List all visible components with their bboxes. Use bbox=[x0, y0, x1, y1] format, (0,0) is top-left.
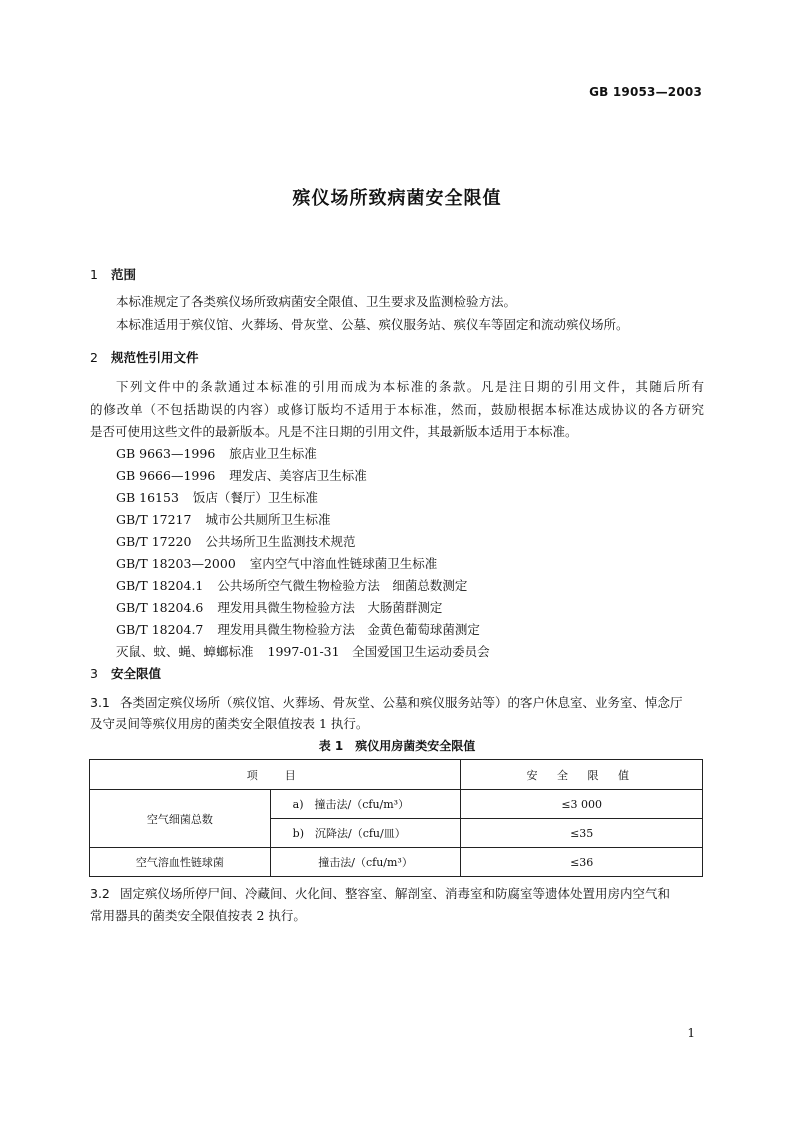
paragraph: 的修改单（不包括勘误的内容）或修订版均不适用于本标准，然而，鼓励根据本标准达成协议的各方研究 bbox=[90, 402, 704, 417]
section-number: 1 bbox=[90, 267, 98, 282]
reference-code: GB/T 17220 bbox=[116, 534, 192, 549]
clause-number: 3.2 bbox=[90, 886, 110, 901]
reference-item bbox=[116, 512, 330, 528]
section-3-heading bbox=[90, 664, 161, 682]
clause-3-1-line bbox=[90, 695, 683, 711]
limit-cell: ≤35 bbox=[461, 819, 703, 848]
paragraph: 本标准适用于殡仪馆、火葬场、骨灰堂、公墓、殡仪服务站、殡仪车等固定和流动殡仪场所。 bbox=[116, 317, 629, 332]
reference-code: 灭鼠、蚊、蝇、蟑螂标准 bbox=[116, 644, 254, 659]
reference-code: GB/T 18203—2000 bbox=[116, 556, 236, 571]
section-title: 安全限值 bbox=[111, 666, 162, 681]
reference-code: GB/T 18204.7 bbox=[116, 622, 204, 637]
limit-cell: ≤3 000 bbox=[461, 790, 703, 819]
reference-title: 旅店业卫生标准 bbox=[229, 446, 317, 461]
section-number: 3 bbox=[90, 666, 98, 681]
reference-title: 理发用具微生物检验方法 金黄色葡萄球菌测定 bbox=[217, 622, 480, 637]
section-number: 2 bbox=[90, 350, 98, 365]
section-1-heading bbox=[90, 265, 136, 283]
page-title: 殡仪场所致病菌安全限值 bbox=[292, 188, 502, 209]
reference-item bbox=[116, 446, 317, 462]
item-cell: 空气细菌总数 bbox=[90, 790, 271, 848]
document-code: GB 19053—2003 bbox=[589, 85, 702, 99]
table-header-row bbox=[90, 760, 703, 790]
reference-code: GB/T 18204.6 bbox=[116, 600, 204, 615]
reference-code: GB/T 17217 bbox=[116, 512, 192, 527]
reference-code: GB 9663—1996 bbox=[116, 446, 216, 461]
clause-3-2-line bbox=[90, 886, 670, 902]
reference-title: 饭店（餐厅）卫生标准 bbox=[192, 490, 318, 505]
safety-limits-table bbox=[89, 759, 703, 877]
reference-code: GB 9666—1996 bbox=[116, 468, 216, 483]
paragraph: 下列文件中的条款通过本标准的引用而成为本标准的条款。凡是注日期的引用文件，其随后所有 bbox=[116, 379, 704, 394]
reference-title: 公共场所空气微生物检验方法 细菌总数测定 bbox=[217, 578, 468, 593]
reference-title: 理发店、美容店卫生标准 bbox=[229, 468, 367, 483]
reference-item bbox=[116, 556, 437, 572]
section-title: 范围 bbox=[111, 267, 137, 282]
item-cell: 空气溶血性链球菌 bbox=[90, 848, 271, 877]
paragraph: 是否可使用这些文件的最新版本。凡是不注日期的引用文件，其最新版本适用于本标准。 bbox=[90, 424, 578, 439]
clause-3-1-line: 及守灵间等殡仪用房的菌类安全限值按表 1 执行。 bbox=[90, 716, 369, 731]
reference-item bbox=[116, 644, 490, 660]
method-cell: b) 沉降法/（cfu/皿） bbox=[270, 819, 461, 848]
method-cell: 撞击法/（cfu/m³） bbox=[270, 848, 461, 877]
reference-title: 1997-01-31 全国爱国卫生运动委员会 bbox=[267, 644, 490, 659]
clause-text: 各类固定殡仪场所（殡仪馆、火葬场、骨灰堂、公墓和殡仪服务站等）的客户休息室、业务室、悼念厅 bbox=[120, 695, 683, 710]
page-number: 1 bbox=[687, 1026, 695, 1040]
table-row bbox=[90, 848, 703, 877]
reference-item bbox=[116, 468, 367, 484]
reference-title: 公共场所卫生监测技术规范 bbox=[205, 534, 356, 549]
section-title: 规范性引用文件 bbox=[111, 350, 199, 365]
clause-number: 3.1 bbox=[90, 695, 110, 710]
reference-item bbox=[116, 578, 467, 594]
reference-item bbox=[116, 490, 318, 506]
reference-code: GB 16153 bbox=[116, 490, 179, 505]
paragraph: 本标准规定了各类殡仪场所致病菌安全限值、卫生要求及监测检验方法。 bbox=[116, 294, 517, 309]
reference-title: 室内空气中溶血性链球菌卫生标准 bbox=[249, 556, 438, 571]
header-limit: 安 全 限 值 bbox=[461, 760, 703, 790]
table-caption: 表 1 殡仪用房菌类安全限值 bbox=[318, 739, 476, 753]
section-2-heading bbox=[90, 348, 199, 366]
header-item: 项 目 bbox=[90, 760, 461, 790]
reference-item bbox=[116, 600, 442, 616]
reference-title: 理发用具微生物检验方法 大肠菌群测定 bbox=[217, 600, 443, 615]
reference-item bbox=[116, 622, 480, 638]
reference-code: GB/T 18204.1 bbox=[116, 578, 204, 593]
table-row bbox=[90, 790, 703, 819]
limit-cell: ≤36 bbox=[461, 848, 703, 877]
reference-title: 城市公共厕所卫生标准 bbox=[205, 512, 331, 527]
reference-item bbox=[116, 534, 355, 550]
clause-text: 固定殡仪场所停尸间、冷藏间、火化间、整容室、解剖室、消毒室和防腐室等遗体处置用房内空气和 bbox=[120, 886, 671, 901]
clause-3-2-line: 常用器具的菌类安全限值按表 2 执行。 bbox=[90, 908, 306, 923]
method-cell: a) 撞击法/（cfu/m³） bbox=[270, 790, 461, 819]
